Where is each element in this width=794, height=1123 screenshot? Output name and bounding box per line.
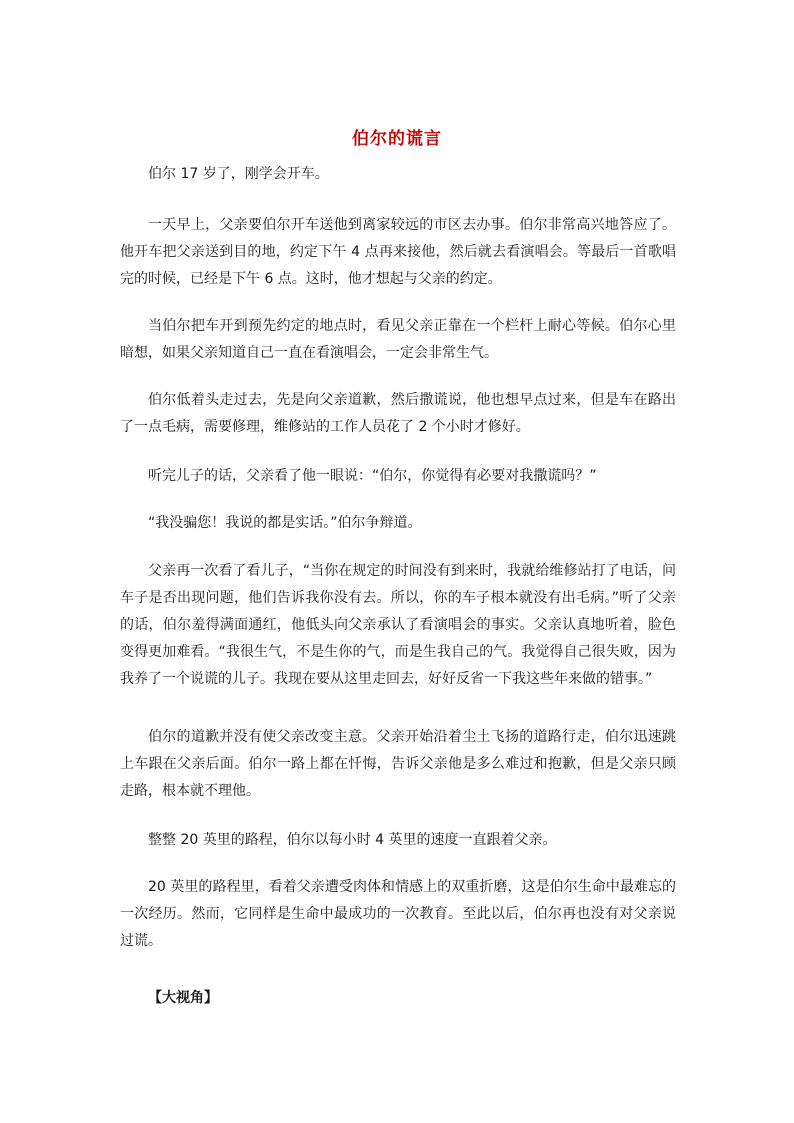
paragraph-6: “我没骗您！我说的都是实话。”伯尔争辩道。	[148, 515, 422, 531]
paragraph-8: 伯尔的道歉并没有使父亲改变主意。父亲开始沿着尘土飞扬的道路行走，伯尔迅速跳上车跟在父亲后面。伯尔一路上都在忏悔，告诉父亲他是多么难过和抱歉，但是父亲只顾走路，根本就不理他。	[120, 729, 676, 799]
paragraph-10: 20 英里的路程里，看着父亲遭受肉体和情感上的双重折磨，这是伯尔生命中最难忘的一次经历。然而，它同样是生命中最成功的一次教育。至此以后，伯尔再也没有对父亲说过谎。	[120, 879, 676, 949]
paragraph-4: 伯尔低着头走过去，先是向父亲道歉，然后撒谎说，他也想早点过来，但是车在路出了一点毛病，需要修理，维修站的工作人员花了 2 个小时才修好。	[120, 392, 676, 435]
paragraph-5: 听完儿子的话，父亲看了他一眼说：“伯尔，你觉得有必要对我撒谎吗？”	[148, 468, 597, 484]
paragraph-9: 整整 20 英里的路程，伯尔以每小时 4 英里的速度一直跟着父亲。	[148, 832, 557, 848]
document-title: 伯尔的谎言	[352, 129, 442, 149]
paragraph-1: 伯尔 17 岁了，刚学会开车。	[148, 166, 329, 182]
paragraph-3: 当伯尔把车开到预先约定的地点时，看见父亲正靠在一个栏杆上耐心等候。伯尔心里暗想，如果父亲知道自己一直在看演唱会，一定会非常生气。	[120, 318, 676, 361]
section-heading: 【大视角】	[148, 990, 218, 1006]
paragraph-2: 一天早上，父亲要伯尔开车送他到离家较远的市区去办事。伯尔非常高兴地答应了。他开车把父亲送到目的地，约定下午 4 点再来接他，然后就去看演唱会。等最后一首歌唱完的时候，已经是下午 6 点。这时，他才想起与父亲的约定。	[120, 217, 676, 287]
paragraph-7: 父亲再一次看了看儿子，“当你在规定的时间没有到来时，我就给维修站打了电话，问车子是否出现问题，他们告诉我你没有去。所以，你的车子根本就没有出毛病。”听了父亲的话，伯尔羞得满面通红，他低头向父亲承认了看演唱会的事实。父亲认真地听着，脸色变得更加难看。“我很生气，不是生你的气，而是生我自己的气。我觉得自己很失败，因为我养了一个说谎的儿子。我现在要从这里走回去，好好反省一下我这些年来做的错事。”	[120, 563, 676, 687]
